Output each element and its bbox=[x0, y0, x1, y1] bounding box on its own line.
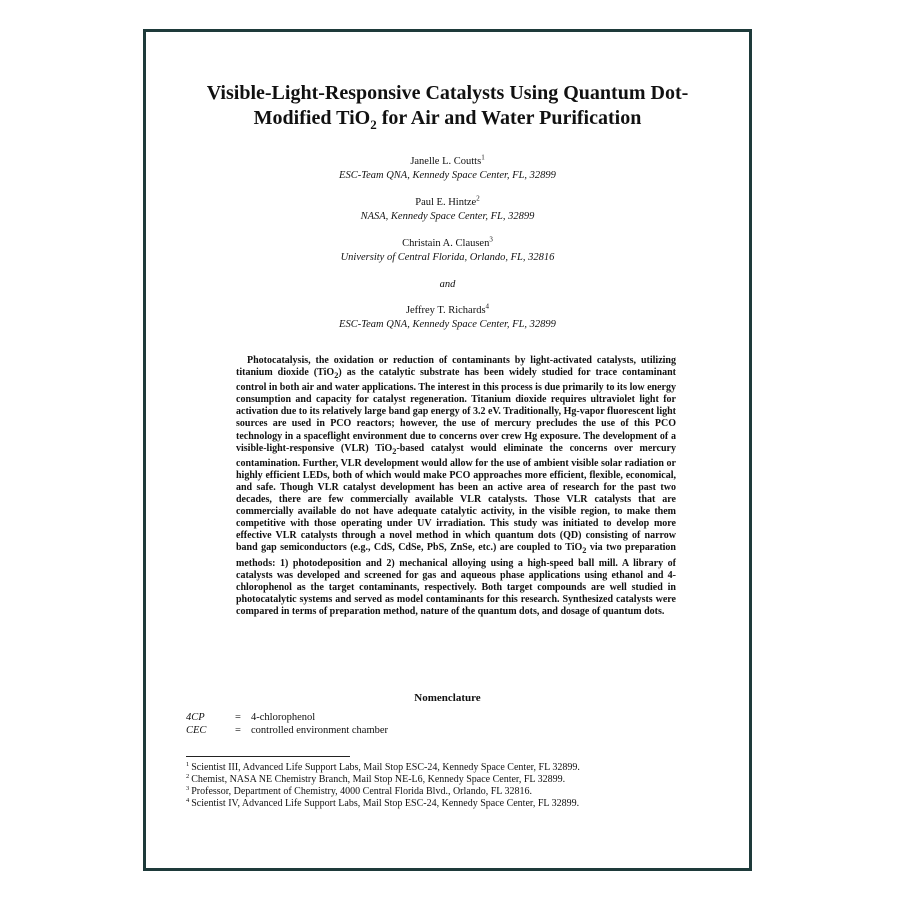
author-name: Christain A. Clausen$^3$ bbox=[402, 235, 493, 249]
footnote: $^2$ Chemist, NASA NE Chemistry Branch, Mail Stop NE-L6, Kennedy Space Center, FL 32899. bbox=[186, 772, 566, 785]
author-name: Paul E. Hintze$^2$ bbox=[415, 194, 480, 208]
abstract: Photocatalysis, the oxidation or reduction of contaminants by light-activated catalysts, utilizing titanium dioxide (TiO$_2$) as the catalytic substrate has been widely studied for trace contaminant control in both air and water applications. The interest in this process is due primarily to its low energy consumption and capacity for catalyst regeneration. Titanium dioxide requires ultraviolet light for activation due to its relatively large band gap energy of 3.2 eV. Traditionally, Hg-vapor fluorescent light sources are used in PCO reactors; however, the use of mercury precludes the use of this PCO technology in a spaceflight environment due to concerns over crew Hg exposure. The development of a visible-light-responsive (VLR) TiO$_2$-based catalyst would eliminate the concerns over mercury contamination. Further, VLR development would allow for the use of ambient visible solar radiation or highly efficient LEDs, both of which would make PCO approaches more efficient, flexible, economical, and safe. Though VLR catalyst development has been an active area of research for the past two decades, there are few commercially available VLR catalysts. Those VLR catalysts that are commercially available do not have adequate catalytic activity, in the visible region, to make them competitive with those operating under UV irradiation. This study was initiated to develop more effective VLR catalysts through a novel method in which quantum dots (QD) consisting of narrow band gap semiconductors (e.g., CdS, CdSe, PbS, ZnSe, etc.) are coupled to TiO$_2$ via two preparation methods: 1) photodeposition and 2) mechanical alloying using a high-speed ball mill. A library of catalysts was developed and screened for gas and aqueous phase applications using ethanol and 4-chlorophenol as the target contaminants, respectively. Both target compounds are well studied in photocatalytic systems and served as model contaminants for this research. Synthesized catalysts were compared in terms of preparation method, nature of the quantum dots, and dosage of quantum dots. bbox=[236, 355, 676, 617]
nomenclature-definition: 4-chlorophenol bbox=[251, 712, 316, 723]
footnotes bbox=[186, 762, 726, 810]
footnote-mark: 4 bbox=[186, 796, 190, 804]
author-name: Jeffrey T. Richards$^4$ bbox=[405, 302, 490, 316]
nomenclature-heading: Nomenclature bbox=[414, 692, 481, 704]
nomenclature-equals: = bbox=[235, 712, 241, 723]
author-footnote-mark: 3 bbox=[489, 235, 493, 244]
page-frame bbox=[143, 29, 752, 871]
author-block bbox=[186, 155, 709, 183]
nomenclature-abbreviation: CEC bbox=[186, 725, 207, 736]
title-line-2-start: Modified TiO bbox=[253, 107, 371, 129]
author-block bbox=[186, 304, 709, 332]
author-list bbox=[186, 155, 709, 345]
title-line-2-end: for Air and Water Purification bbox=[376, 107, 642, 129]
nomenclature-abbreviation: 4CP bbox=[186, 712, 205, 723]
title-line-1: Visible-Light-Responsive Catalysts Using Quantum Dot- bbox=[206, 82, 689, 104]
author-name: Janelle L. Coutts$^1$ bbox=[410, 153, 485, 167]
footnote-mark: 3 bbox=[186, 784, 190, 792]
author-affiliation: NASA, Kennedy Space Center, FL, 32899 bbox=[360, 211, 535, 222]
nomenclature-row bbox=[186, 724, 388, 737]
nomenclature-equals: = bbox=[235, 725, 241, 736]
footnote-mark: 1 bbox=[186, 760, 190, 768]
author-footnote-mark: 1 bbox=[481, 153, 485, 162]
footnote-mark: 2 bbox=[186, 772, 190, 780]
footnote: $^3$ Professor, Department of Chemistry, 4000 Central Florida Blvd., Orlando, FL 32816. bbox=[186, 784, 533, 797]
footnote: $^1$ Scientist III, Advanced Life Support Labs, Mail Stop ESC-24, Kennedy Space Center, FL 32899. bbox=[186, 760, 580, 773]
author-block bbox=[186, 237, 709, 265]
nomenclature-row bbox=[186, 711, 388, 724]
author-footnote-mark: 4 bbox=[485, 302, 490, 311]
footnote-divider bbox=[186, 756, 350, 757]
nomenclature-table bbox=[186, 711, 388, 737]
author-affiliation: ESC-Team QNA, Kennedy Space Center, FL, 32899 bbox=[339, 319, 556, 330]
and-separator: and bbox=[439, 279, 456, 290]
author-footnote-mark: 2 bbox=[476, 194, 480, 203]
footnote: $^4$ Scientist IV, Advanced Life Support Labs, Mail Stop ESC-24, Kennedy Space Center, FL 32899. bbox=[186, 796, 580, 809]
nomenclature-definition: controlled environment chamber bbox=[251, 725, 389, 736]
author-block bbox=[186, 196, 709, 224]
author-affiliation: University of Central Florida, Orlando, FL, 32816 bbox=[340, 252, 555, 263]
paper-page bbox=[146, 32, 749, 868]
paper-title bbox=[166, 81, 729, 131]
author-affiliation: ESC-Team QNA, Kennedy Space Center, FL, 32899 bbox=[339, 170, 556, 181]
title-subscript: 2 bbox=[370, 117, 377, 132]
